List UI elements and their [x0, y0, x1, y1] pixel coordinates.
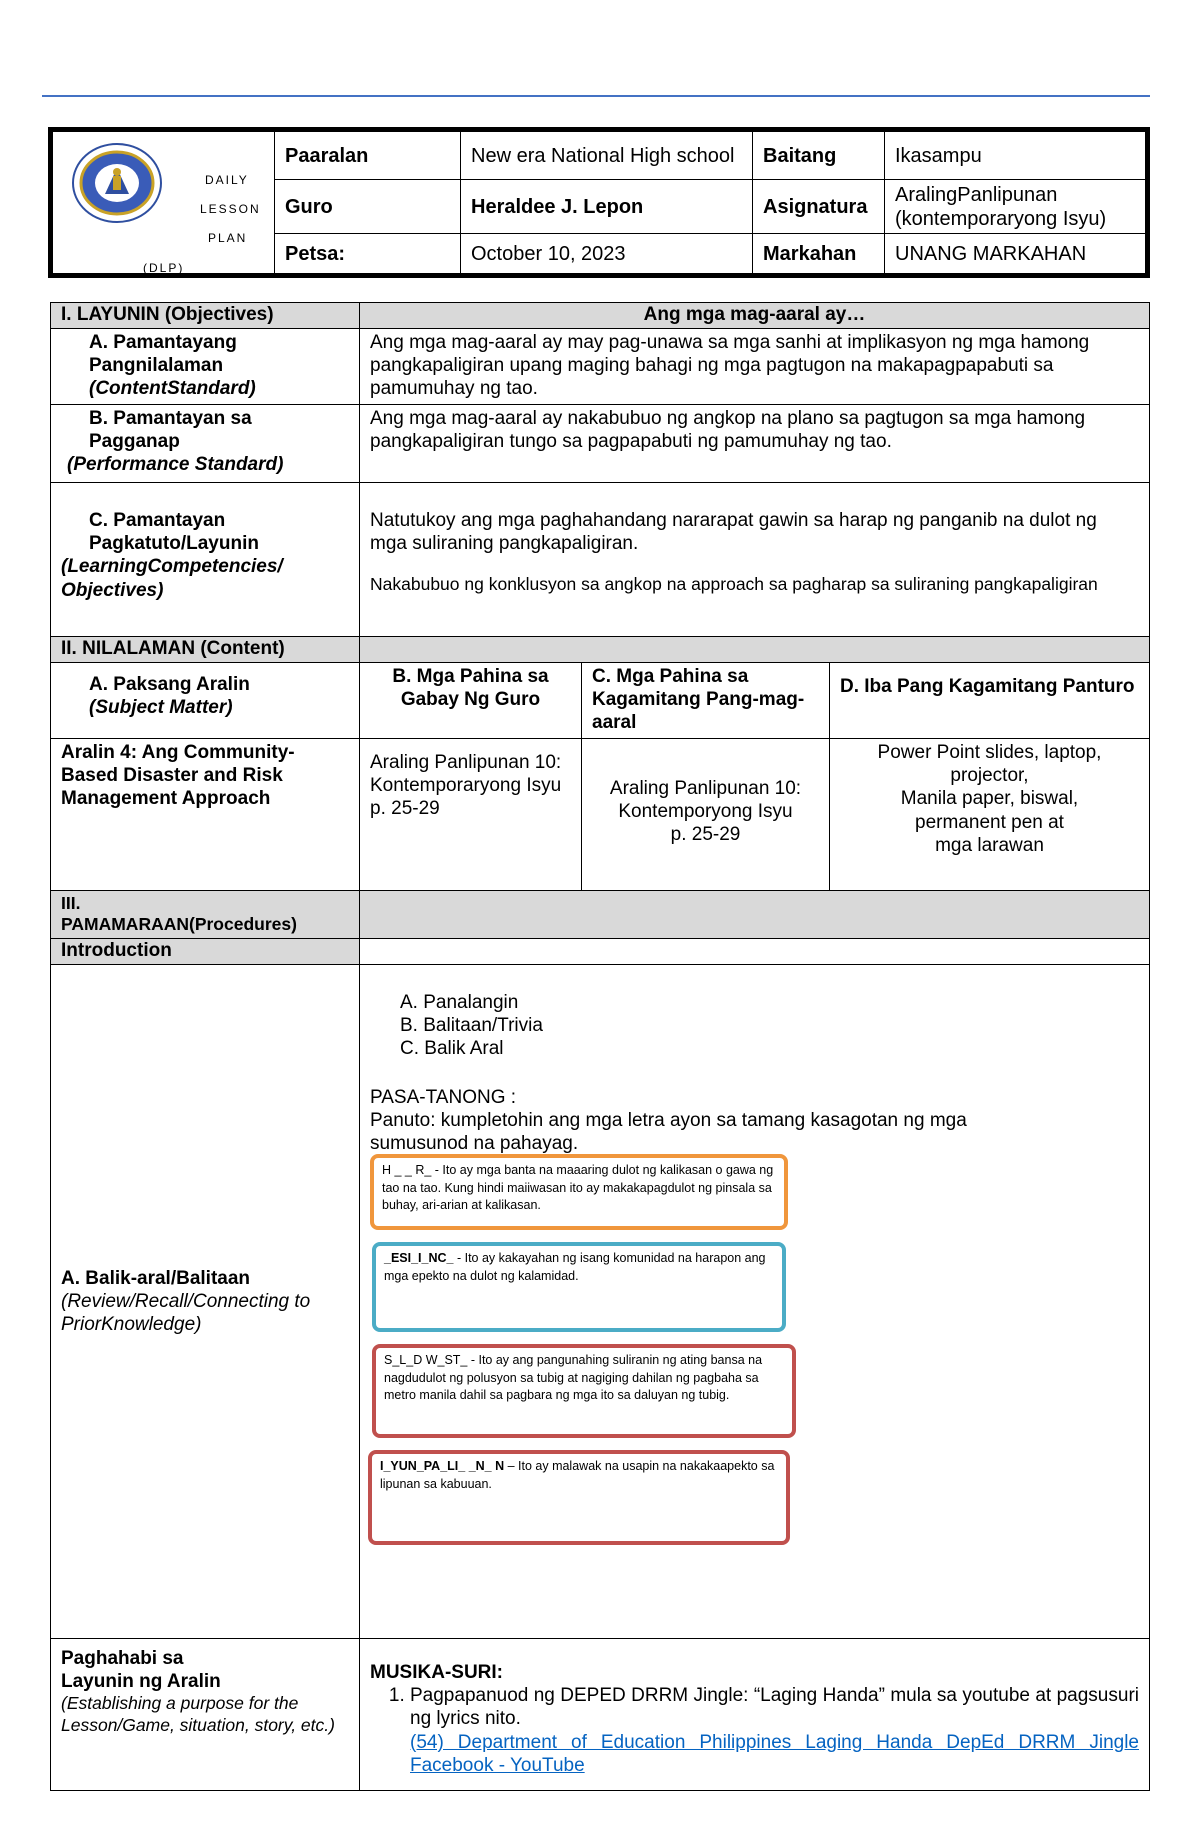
asignatura-value-line1: AralingPanlipunan [895, 183, 1058, 206]
aralin-title: Aralin 4: Ang Community-Based Disaster and Risk Management Approach [51, 739, 360, 891]
learning-competencies-text [360, 483, 1150, 637]
student-pages [582, 739, 830, 891]
paghahabi-label [51, 1639, 360, 1791]
quiz-4-text: – Ito ay malawak na usapin na nakakaapekto sa lipunan sa kabuuan. [380, 1459, 775, 1491]
quiz-box-resilience [372, 1242, 786, 1332]
materials-line1: Power Point slides, laptop, [877, 742, 1102, 763]
competency-1: Natutukoy ang mga paghahandang nararapat gawin sa harap ng panganib na dulot ng mga suliraning pangkapaligiran. [370, 510, 1097, 555]
paghahabi-title-1: Paghahabi sa [61, 1648, 184, 1669]
layunin-heading: I. LAYUNIN (Objectives) [51, 303, 360, 329]
baitang-label: Baitang [753, 132, 885, 180]
list-item: C. Balik Aral [400, 1038, 504, 1060]
other-materials [830, 739, 1150, 891]
materials-line3: Manila paper, biswal, [900, 788, 1079, 810]
content-standard-text: Ang mga mag-aaral ay may pag-unawa sa mga sanhi at implikasyon ng mga hamong pangkapaligiran upang maging bahagi ng mga pagtugon na makapagpapabuti sa pamumuhay ng tao. [360, 329, 1150, 405]
content-standard-title-1: A. Pamantayang [89, 332, 237, 353]
performance-standard-title-3: (Performance Standard) [67, 454, 284, 476]
learning-competencies-title-2: Pagkatuto/Layunin [89, 533, 259, 555]
opening-activities-list [370, 991, 1139, 1061]
learning-competencies-title-4: Objectives) [61, 579, 164, 601]
musika-item-text: Pagpapanuod ng DEPED DRRM Jingle: “Laging Handa” mula sa youtube at pagsusuri ng lyrics nito. [410, 1685, 1139, 1730]
paghahabi-sub: (Establishing a purpose for the Lesson/Game, situation, story, etc.) [61, 1693, 335, 1735]
introduction-heading: Introduction [51, 939, 360, 965]
quiz-4-key: I_YUN_PA_LI_ _N_ N [380, 1459, 505, 1473]
introduction-heading-right [360, 939, 1150, 965]
baitang-value: Ikasampu [885, 132, 1146, 180]
materials-line5: mga larawan [935, 834, 1044, 856]
student-pages-line2: Kontemporyong Isyu [618, 801, 793, 823]
list-item: B. Balitaan/Trivia [400, 1015, 543, 1037]
top-rule [42, 95, 1150, 97]
pasa-tanong-title: PASA-TANONG : [370, 1086, 517, 1108]
nilalaman-heading: II. NILALAMAN (Content) [51, 637, 360, 663]
quiz-box-hazard: H _ _ R_ - Ito ay mga banta na maaaring dulot ng kalikasan o gawa ng tao na tao. Kung hindi maiiwasan ito ay makakapagdulot ng pinsala sa buhay, ari-arian at kalikasan. [370, 1154, 788, 1230]
markahan-value: UNANG MARKAHAN [885, 234, 1146, 274]
asignatura-value [885, 180, 1146, 234]
deped-seal-icon [65, 142, 169, 224]
subject-matter-title-2: (Subject Matter) [89, 697, 233, 719]
quiz-2-key: _ESI_I_NC_ [384, 1251, 454, 1265]
performance-standard-title-1: B. Pamantayan sa [89, 408, 252, 429]
paghahabi-title-2: Layunin ng Aralin [61, 1671, 221, 1693]
pamamaraan-heading-1: III. [61, 893, 81, 913]
learning-competencies-label [51, 483, 360, 637]
student-pages-line3: p. 25-29 [670, 824, 741, 846]
pamamaraan-heading [51, 891, 360, 939]
asignatura-label: Asignatura [753, 180, 885, 234]
lesson-plan-table [50, 302, 1150, 1791]
list-item: A. Panalangin [400, 992, 519, 1013]
markahan-label: Markahan [753, 234, 885, 274]
materials-line2: projector, [950, 765, 1029, 787]
subject-matter-title-1: A. Paksang Aralin [89, 674, 250, 695]
pamamaraan-heading-right [360, 891, 1150, 939]
materials-line4: permanent pen at [915, 811, 1064, 833]
student-pages-heading: C. Mga Pahina sa Kagamitang Pang-mag-aaral [582, 663, 830, 739]
quiz-2-text: - Ito ay kakayahan ng isang komunidad na harapon ang mga epekto na dulot ng kalamidad. [384, 1251, 766, 1283]
content-standard-label [51, 329, 360, 405]
dlp-header [48, 127, 1150, 278]
paaralan-label: Paaralan [275, 132, 461, 180]
asignatura-value-line2: (kontemporaryong Isyu) [895, 207, 1107, 230]
youtube-link[interactable]: (54) Department of Education Philippines Laging Handa DepEd DRRM Jingle Facebook - YouTube [410, 1731, 1139, 1776]
student-pages-line1: Araling Panlipunan 10: [609, 778, 802, 799]
dlp-label-daily: DAILY [205, 173, 249, 187]
list-item [410, 1684, 1139, 1777]
guro-label: Guro [275, 180, 461, 234]
pamamaraan-heading-2: PAMAMARAAN(Procedures) [61, 914, 297, 934]
dlp-label-lesson: LESSON [200, 202, 261, 216]
panuto-text: Panuto: kumpletohin ang mga letra ayon sa tamang kasagotan ng mga sumusunod na pahayag. [370, 1109, 967, 1154]
content-standard-title-2: Pangnilalaman [89, 355, 224, 377]
dlp-label-plan: PLAN [208, 231, 248, 245]
competency-2: Nakabubuo ng konklusyon sa angkop na approach sa pagharap sa suliraning pangkapaligiran [370, 574, 1098, 595]
balik-aral-title: A. Balik-aral/Balitaan [61, 1267, 251, 1289]
musika-suri-title: MUSIKA-SURI: [370, 1662, 503, 1683]
petsa-value: October 10, 2023 [461, 234, 753, 274]
content-standard-title-3: (ContentStandard) [89, 378, 256, 400]
performance-standard-title-2: Pagganap [89, 431, 180, 453]
learning-competencies-title-3: (LearningCompetencies/ [61, 556, 283, 578]
quiz-box-solid-waste: S_L_D W_ST_ - Ito ay ang pangunahing suliranin ng ating bansa na nagdudulot ng polusyon sa tubig at nagiging dahilan ng pagbaha sa metro manila dahil sa pagbara ng mga ito sa daluyan ng tubig. [372, 1344, 796, 1438]
nilalaman-heading-right [360, 637, 1150, 663]
dlp-label-dlp: (DLP) [143, 261, 185, 275]
balik-aral-label [51, 965, 360, 1639]
quiz-box-environmental-issue [368, 1450, 790, 1545]
performance-standard-label [51, 405, 360, 483]
teacher-guide-pages: Araling Panlipunan 10: Kontemporaryong Isyu p. 25-29 [360, 739, 582, 891]
other-materials-heading: D. Iba Pang Kagamitang Panturo [830, 663, 1150, 739]
logo-cell [53, 132, 275, 274]
layunin-heading-right: Ang mga mag-aaral ay… [360, 303, 1150, 329]
performance-standard-text: Ang mga mag-aaral ay nakabubuo ng angkop na plano sa pagtugon sa mga hamong pangkapaligiran tungo sa pagpapabuti ng pamumuhay ng tao. [360, 405, 1150, 483]
guro-value: Heraldee J. Lepon [461, 180, 753, 234]
musika-list [370, 1684, 1139, 1777]
balik-aral-sub: (Review/Recall/Connecting to PriorKnowledge) [61, 1290, 311, 1336]
paaralan-value: New era National High school [461, 132, 753, 180]
teacher-guide-pages-heading: B. Mga Pahina sa Gabay Ng Guro [360, 663, 582, 739]
petsa-label: Petsa: [275, 234, 461, 274]
paghahabi-content [360, 1639, 1150, 1791]
balik-aral-content [360, 965, 1150, 1639]
learning-competencies-title-1: C. Pamantayan [89, 510, 226, 531]
subject-matter-label [51, 663, 360, 739]
